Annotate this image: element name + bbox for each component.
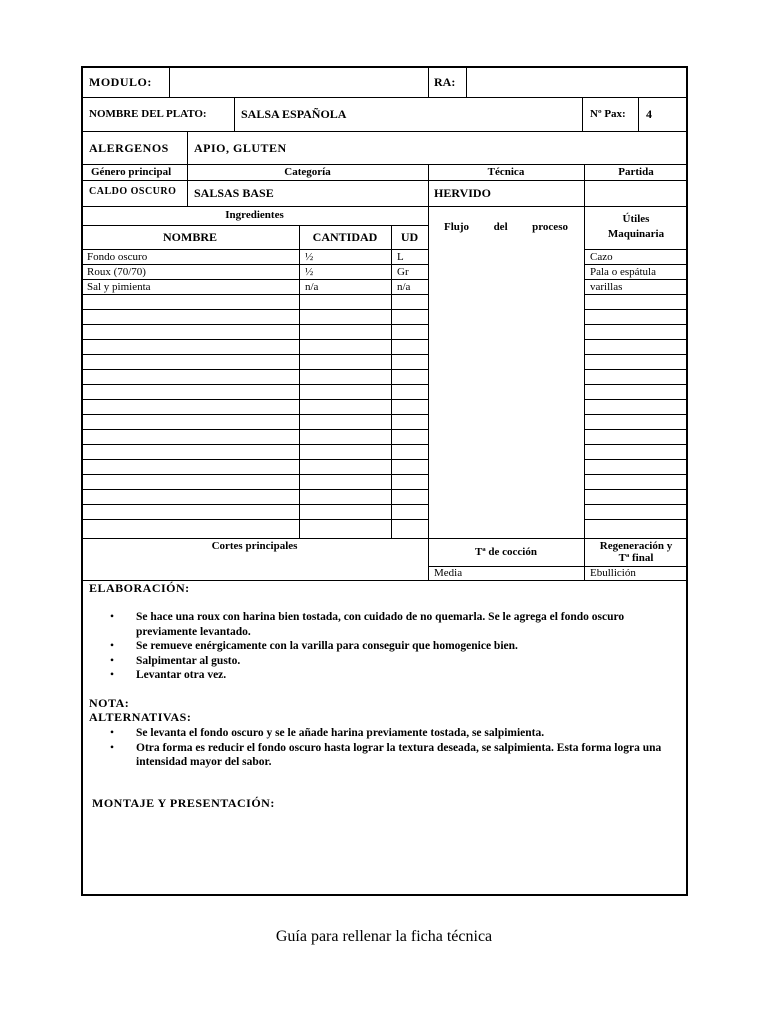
rule bbox=[582, 97, 583, 131]
flujo-word: del bbox=[493, 221, 508, 233]
grid-row-line bbox=[81, 309, 428, 310]
grid-row-line bbox=[584, 264, 688, 265]
ingredient-utiles: varillas bbox=[590, 281, 623, 293]
categoria-label: Categoría bbox=[284, 166, 331, 178]
grid-row-line bbox=[584, 324, 688, 325]
grid-row-line bbox=[584, 414, 688, 415]
ingredient-nombre: Sal y pimienta bbox=[87, 281, 151, 293]
grid-row-line bbox=[81, 414, 428, 415]
grid-row-line bbox=[81, 339, 428, 340]
grid-row-line bbox=[81, 519, 428, 520]
grid-row-line bbox=[81, 504, 428, 505]
grid-row-line bbox=[584, 459, 688, 460]
grid-row-line bbox=[584, 384, 688, 385]
alergenos-label: ALERGENOS bbox=[89, 141, 169, 155]
grid-row-line bbox=[81, 459, 428, 460]
ingredient-cantidad: n/a bbox=[305, 281, 319, 293]
grid-row-line bbox=[81, 474, 428, 475]
cortes-label: Cortes principales bbox=[211, 540, 298, 552]
ingredient-utiles: Pala o espátula bbox=[590, 266, 656, 278]
pax-value: 4 bbox=[646, 107, 652, 121]
grid-row-line bbox=[81, 264, 428, 265]
grid-row-line bbox=[584, 279, 688, 280]
ingredient-utiles: Cazo bbox=[590, 251, 613, 263]
ingredient-nombre: Roux (70/70) bbox=[87, 266, 146, 278]
page-caption: Guía para rellenar la ficha técnica bbox=[275, 928, 493, 945]
flujo-word: proceso bbox=[532, 221, 568, 233]
rule bbox=[428, 164, 429, 580]
grid-row-line bbox=[584, 339, 688, 340]
elaboracion-steps bbox=[110, 610, 655, 683]
rule bbox=[81, 249, 428, 250]
alternativas-list bbox=[110, 726, 675, 770]
maquinaria-label: Maquinaria bbox=[607, 228, 665, 240]
elaboracion-title: ELABORACIÓN: bbox=[89, 581, 190, 595]
rule bbox=[81, 164, 688, 165]
partida-label: Partida bbox=[618, 166, 654, 178]
coccion-label: Tª de cocción bbox=[475, 546, 537, 558]
grid-row-line bbox=[81, 324, 428, 325]
elaboracion-step: • Se hace una roux con harina bien tostada, con cuidado de no quemarla. Se le agrega el fondo oscuro previamente levantado. bbox=[110, 610, 655, 639]
rule bbox=[81, 206, 688, 207]
plato-label: NOMBRE DEL PLATO: bbox=[89, 108, 207, 120]
rule bbox=[299, 225, 300, 538]
ingredient-nombre: Fondo oscuro bbox=[87, 251, 148, 263]
elaboracion-step: • Salpimentar al gusto. bbox=[110, 654, 655, 669]
grid-row-line bbox=[81, 294, 428, 295]
nota-label: NOTA: bbox=[89, 696, 130, 710]
ingredient-ud: Gr bbox=[397, 266, 409, 278]
ra-label: RA: bbox=[434, 75, 456, 89]
col-nombre: NOMBRE bbox=[163, 230, 217, 244]
elaboracion-step: • Se remueve enérgicamente con la varilla para conseguir que homogenice bien. bbox=[110, 639, 655, 654]
rule bbox=[428, 66, 429, 97]
rule bbox=[428, 566, 688, 567]
grid-row-line bbox=[584, 399, 688, 400]
grid-row-line bbox=[81, 354, 428, 355]
rule bbox=[466, 66, 467, 97]
pax-label: Nº Pax: bbox=[590, 108, 626, 120]
grid-row-line bbox=[81, 489, 428, 490]
grid-row-line bbox=[584, 519, 688, 520]
grid-row-line bbox=[81, 369, 428, 370]
montaje-label: MONTAJE Y PRESENTACIÓN: bbox=[92, 796, 275, 810]
grid-row-line bbox=[584, 444, 688, 445]
utiles-label: Útiles bbox=[622, 213, 650, 225]
alternativas-label: ALTERNATIVAS: bbox=[89, 710, 192, 724]
elaboracion-step: • Levantar otra vez. bbox=[110, 668, 655, 683]
ingredient-ud: n/a bbox=[397, 281, 411, 293]
grid-row-line bbox=[81, 399, 428, 400]
tecnica-value: HERVIDO bbox=[434, 186, 491, 200]
rule bbox=[81, 131, 688, 132]
rule bbox=[81, 180, 688, 181]
rule bbox=[638, 97, 639, 131]
tfinal-label: Tª final bbox=[618, 552, 654, 564]
grid-row-line bbox=[584, 309, 688, 310]
modulo-label: MODULO: bbox=[89, 75, 152, 89]
ingredientes-title: Ingredientes bbox=[225, 209, 284, 221]
grid-row-line bbox=[81, 429, 428, 430]
grid-row-line bbox=[584, 429, 688, 430]
rule bbox=[81, 225, 428, 226]
col-cantidad: CANTIDAD bbox=[312, 230, 378, 244]
grid-row-line bbox=[584, 474, 688, 475]
genero-value: CALDO OSCURO bbox=[89, 186, 177, 197]
rule bbox=[391, 225, 392, 538]
grid-row-line bbox=[81, 279, 428, 280]
flujo-word: Flujo bbox=[444, 221, 470, 233]
tecnica-label: Técnica bbox=[487, 166, 525, 178]
genero-label: Género principal bbox=[91, 166, 172, 178]
ingredient-cantidad: ½ bbox=[305, 266, 314, 278]
plato-value: SALSA ESPAÑOLA bbox=[241, 107, 347, 121]
regeneracion-value: Ebullición bbox=[590, 567, 636, 579]
rule bbox=[584, 164, 585, 580]
alternativa-item: • Otra forma es reducir el fondo oscuro hasta lograr la textura deseada, se salpimienta. Esta forma logra una intensidad mayor del sabor. bbox=[110, 741, 675, 770]
coccion-value: Media bbox=[434, 567, 463, 579]
grid-row-line bbox=[81, 384, 428, 385]
categoria-value: SALSAS BASE bbox=[194, 186, 274, 200]
ingredient-ud: L bbox=[397, 251, 404, 263]
ingredient-cantidad: ½ bbox=[305, 251, 314, 263]
rule bbox=[81, 538, 688, 539]
grid-row-line bbox=[584, 489, 688, 490]
alergenos-value: APIO, GLUTEN bbox=[194, 141, 287, 155]
grid-row-line bbox=[584, 294, 688, 295]
rule bbox=[81, 97, 688, 98]
alternativa-item: • Se levanta el fondo oscuro y se le añade harina previamente tostada, se salpimienta. bbox=[110, 726, 675, 741]
grid-row-line bbox=[584, 369, 688, 370]
rule bbox=[234, 97, 235, 131]
rule bbox=[584, 249, 688, 250]
col-ud: UD bbox=[400, 230, 419, 244]
regeneracion-label: Regeneración y bbox=[599, 540, 673, 552]
flujo-proceso-label bbox=[444, 222, 568, 233]
grid-row-line bbox=[81, 444, 428, 445]
grid-row-line bbox=[584, 504, 688, 505]
grid-row-line bbox=[584, 354, 688, 355]
rule bbox=[169, 66, 170, 97]
